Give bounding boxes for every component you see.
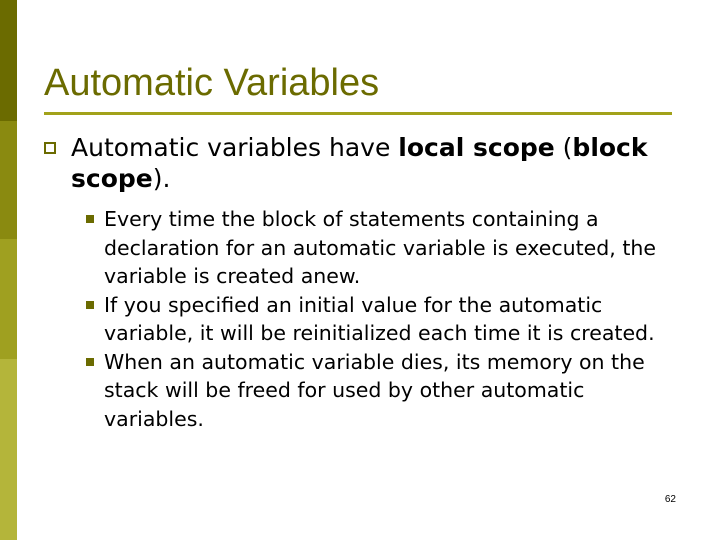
sub-bullet-list [86,205,676,433]
filled-square-bullet-icon [86,301,94,309]
filled-square-bullet-icon [86,215,94,223]
title-underline [44,112,672,115]
main-bullet-text-middle: ( [554,133,573,162]
sub-bullet-text: Every time the block of statements containing a declaration for an automatic variable is executed, the variable is created anew. [104,207,656,288]
sub-bullet-item [86,205,676,291]
main-bullet-bold-block-scope: block scope [71,133,648,193]
side-strip-segment-3 [0,239,17,359]
side-strip-segment-1 [0,0,17,121]
page-number: 62 [664,494,676,505]
filled-square-bullet-icon [86,358,94,366]
sub-bullet-item [86,291,676,348]
slide-title: Automatic Variables [44,62,380,104]
hollow-square-bullet-icon [44,142,56,154]
side-strip-segment-4 [0,359,17,540]
sub-bullet-item [86,348,676,434]
main-bullet-text-after: ). [152,164,171,193]
sub-bullet-text: If you specified an initial value for the automatic variable, it will be reinitialized each time it is created. [104,292,655,345]
main-bullet-text-before: Automatic variables have [71,133,399,162]
side-strip-segment-2 [0,121,17,239]
main-bullet-text [71,132,661,194]
sub-bullet-text: When an automatic variable dies, its memory on the stack will be freed for used by other automatic variables. [104,349,645,431]
main-bullet-bold-local-scope: local scope [398,133,555,162]
